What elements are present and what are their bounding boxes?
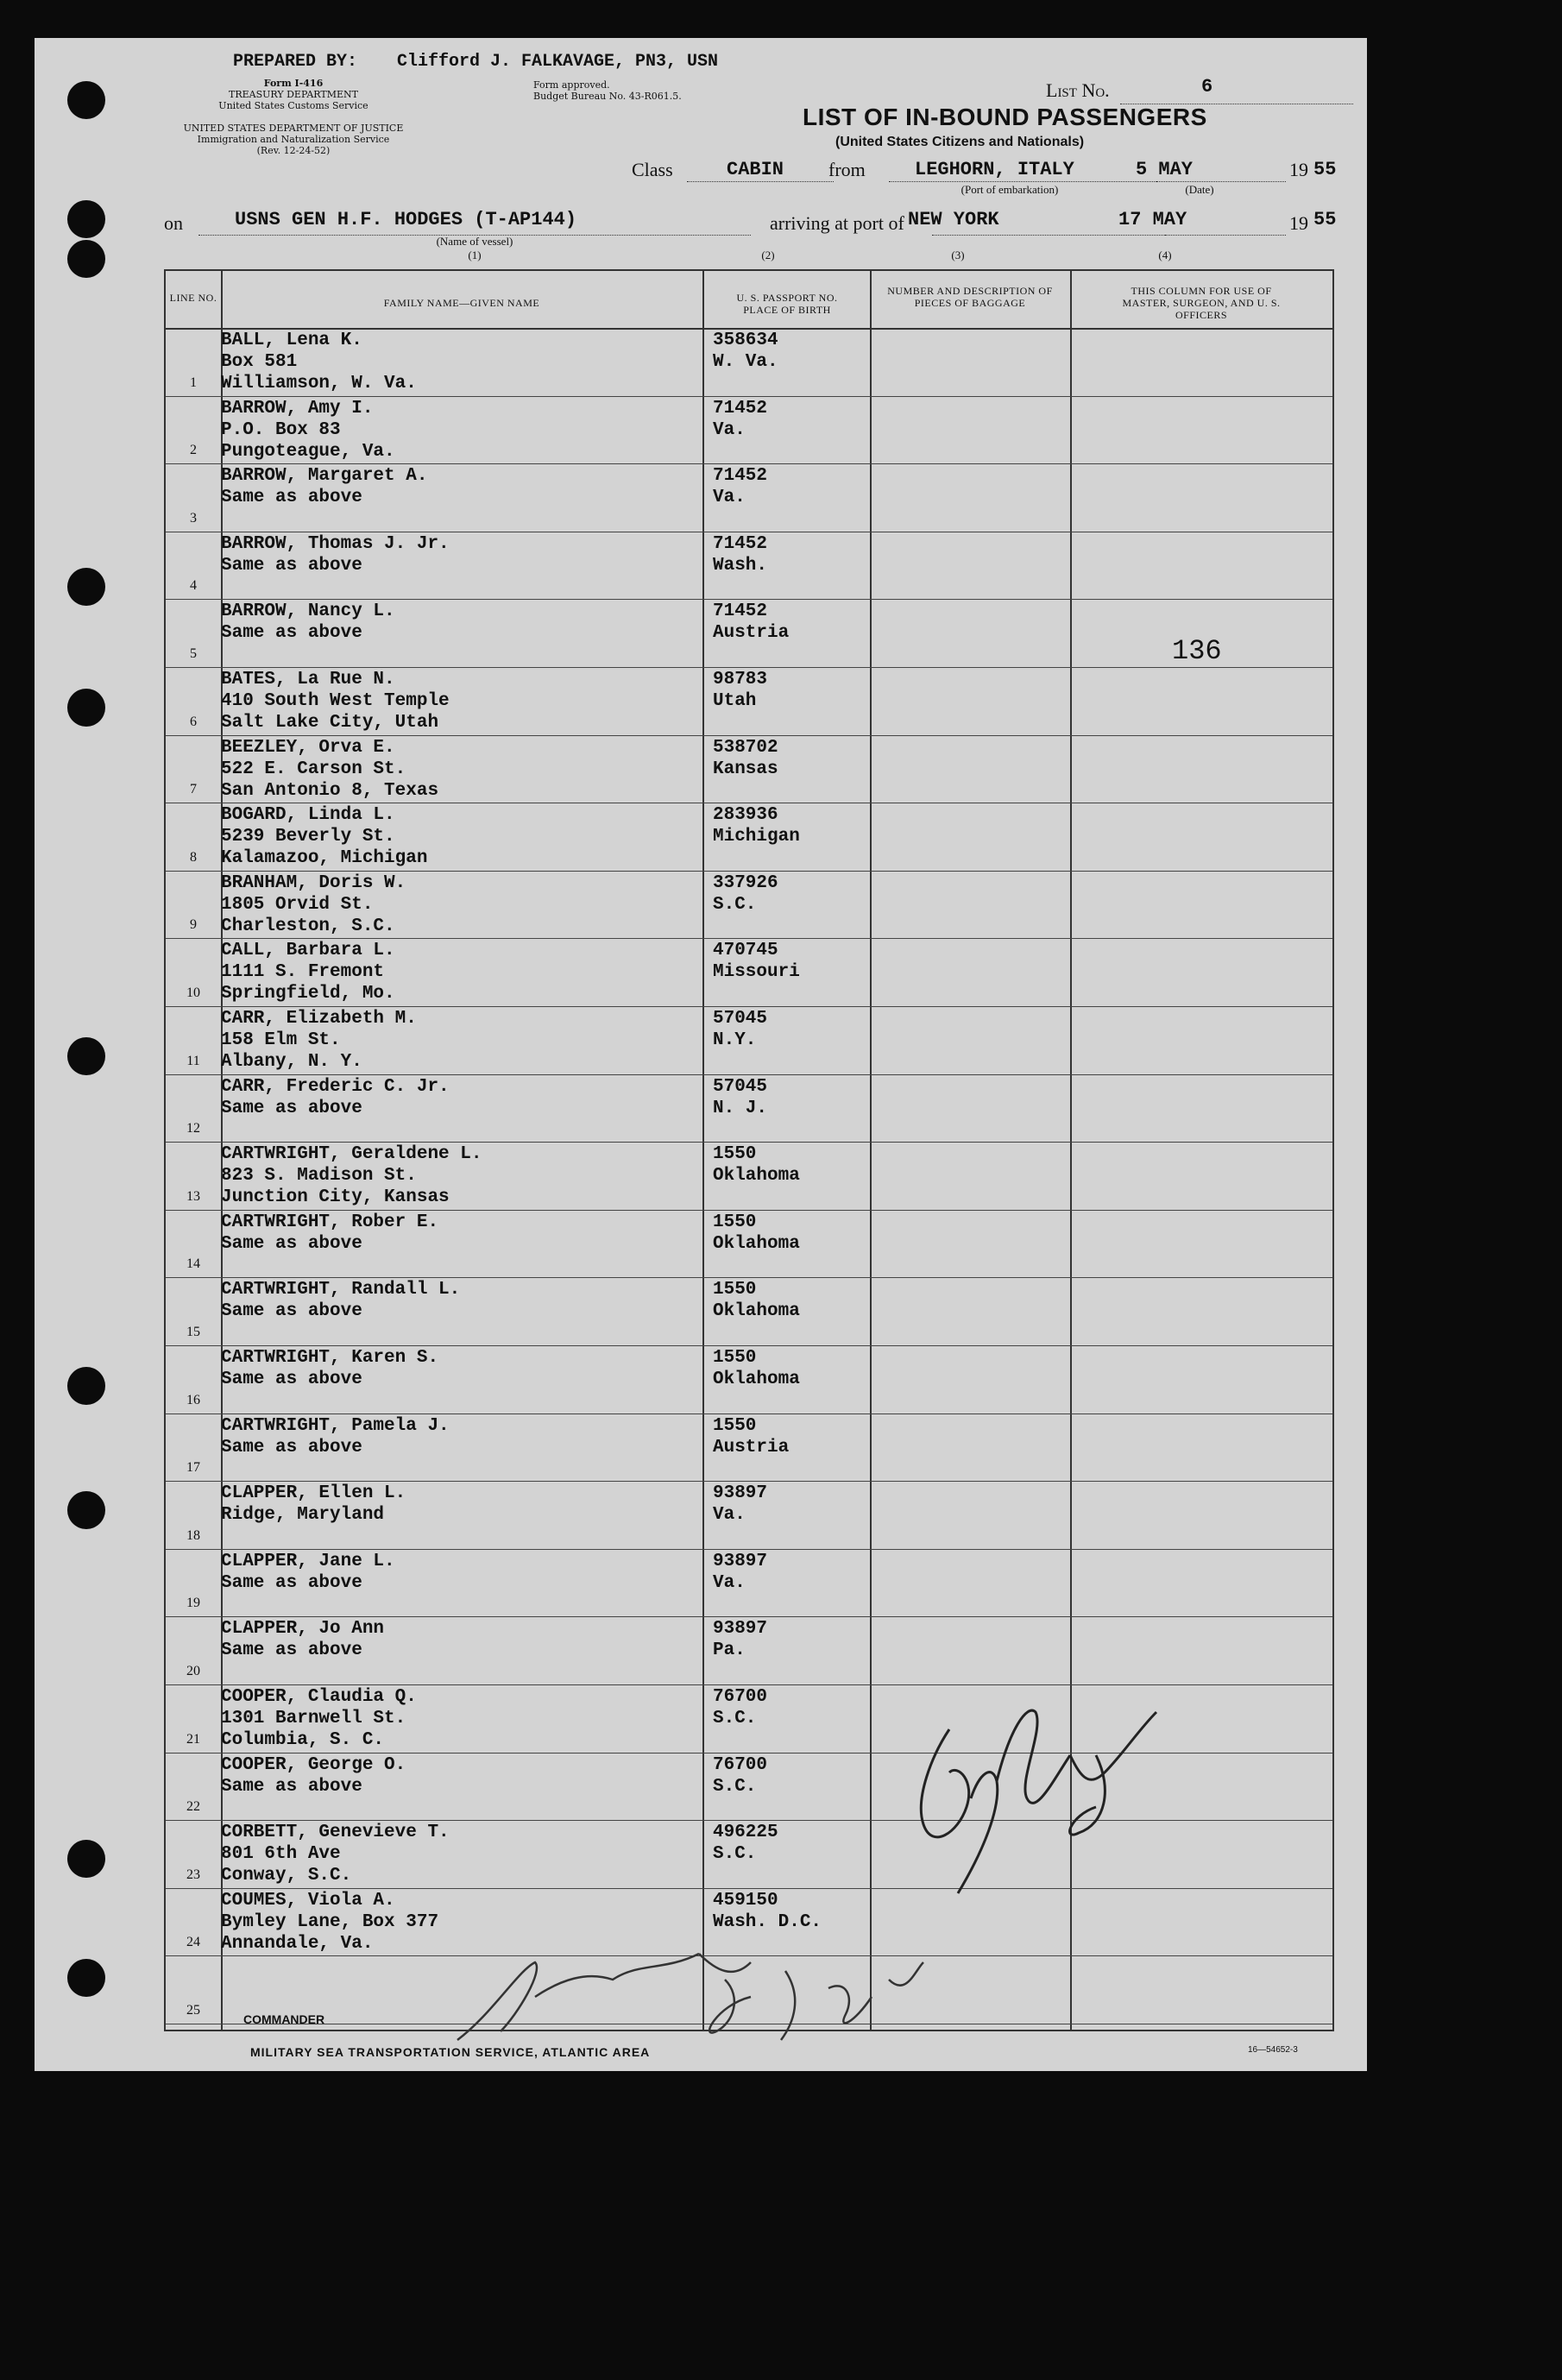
header-name: FAMILY NAME—GIVEN NAME: [383, 297, 540, 309]
passenger-name: BARROW, Nancy L.: [221, 601, 395, 622]
line-number: 11: [186, 1053, 200, 1068]
passport-number: 459150: [713, 1890, 778, 1911]
form-number: Form I-416: [263, 78, 324, 89]
passport-number: 496225: [713, 1823, 778, 1843]
passenger-address-1: 1111 S. Fremont: [221, 962, 385, 983]
passport-number: 337926: [713, 872, 778, 893]
line-number: 5: [190, 645, 197, 661]
col1-caption: (1): [468, 249, 482, 261]
passenger-name: BARROW, Margaret A.: [221, 466, 428, 487]
master-note: 136: [1172, 635, 1222, 667]
treasury-department: TREASURY DEPARTMENT: [229, 89, 358, 100]
budget-bureau: Budget Bureau No. 43-R061.5.: [533, 91, 682, 102]
passport-number: 358634: [713, 331, 778, 350]
table-row: [166, 1549, 1332, 1618]
col3-caption: (3): [951, 249, 965, 261]
passenger-name: CARR, Elizabeth M.: [221, 1009, 417, 1029]
passenger-address-2: Salt Lake City, Utah: [221, 713, 439, 733]
passenger-address-1: 823 S. Madison St.: [221, 1166, 417, 1187]
justice-department: UNITED STATES DEPARTMENT OF JUSTICE: [183, 123, 404, 134]
place-of-birth: Wash.: [713, 555, 768, 576]
passport-number: 1550: [713, 1280, 757, 1300]
from-value: LEGHORN, ITALY: [915, 159, 1074, 180]
line-number: 12: [186, 1121, 200, 1136]
immigration-service: Immigration and Naturalization Service: [197, 134, 390, 145]
table-row: [166, 871, 1332, 940]
port-value: NEW YORK: [908, 209, 999, 230]
passenger-address-2: Junction City, Kansas: [221, 1187, 450, 1208]
passenger-address-1: Same as above: [221, 1437, 362, 1458]
passenger-name: CLAPPER, Jo Ann: [221, 1619, 385, 1640]
line-number: 21: [186, 1731, 200, 1747]
passenger-address-2: Kalamazoo, Michigan: [221, 848, 428, 869]
binder-hole: [67, 1367, 105, 1405]
passport-number: 57045: [713, 1009, 768, 1029]
class-value: CABIN: [727, 159, 784, 180]
passport-number: 98783: [713, 670, 768, 689]
customs-service: United States Customs Service: [218, 100, 368, 111]
binder-hole: [67, 1959, 105, 1997]
passport-number: 1550: [713, 1415, 757, 1436]
table-row: [166, 1345, 1332, 1414]
header-master: THIS COLUMN FOR USE OF MASTER, SURGEON, AND U. S. OFFICERS: [1122, 285, 1281, 321]
col4-caption: (4): [1158, 249, 1172, 261]
passenger-address-1: 1301 Barnwell St.: [221, 1709, 406, 1728]
passenger-address-1: Same as above: [221, 1640, 362, 1661]
passenger-address-1: 1805 Orvid St.: [221, 894, 374, 915]
place-of-birth: Va.: [713, 419, 746, 440]
passenger-address-1: Same as above: [221, 1098, 362, 1118]
place-of-birth: Kansas: [713, 759, 778, 779]
passenger-name: CARTWRIGHT, Randall L.: [221, 1280, 461, 1300]
binder-hole: [67, 240, 105, 278]
table-row: [166, 328, 1332, 397]
line-number: 20: [186, 1663, 200, 1678]
passenger-name: BRANHAM, Doris W.: [221, 872, 406, 893]
passenger-name: CARTWRIGHT, Karen S.: [221, 1348, 439, 1368]
passenger-address-2: Charleston, S.C.: [221, 916, 395, 936]
document-title: LIST OF IN-BOUND PASSENGERS: [803, 104, 1207, 130]
line-number: 1: [190, 375, 197, 390]
passenger-address-1: 410 South West Temple: [221, 691, 450, 711]
passenger-address-1: Bymley Lane, Box 377: [221, 1911, 439, 1932]
table-row: [166, 1006, 1332, 1075]
line-number: 2: [190, 443, 197, 458]
prepared-by-label: PREPARED BY:: [233, 52, 358, 72]
line-number: 15: [186, 1324, 200, 1339]
year1-value: 55: [1313, 159, 1337, 180]
form-code: 16—54652-3: [1248, 2045, 1298, 2055]
passport-number: 71452: [713, 466, 768, 487]
passenger-address-1: Same as above: [221, 1233, 362, 1254]
table-row: [166, 1481, 1332, 1550]
line-number: 4: [190, 578, 197, 594]
passenger-address-1: Same as above: [221, 1572, 362, 1593]
place-of-birth: Utah: [713, 691, 757, 711]
passenger-address-1: Ridge, Maryland: [221, 1505, 385, 1526]
passenger-name: BEEZLEY, Orva E.: [221, 737, 395, 758]
place-of-birth: Va.: [713, 1505, 746, 1526]
handwritten-signature: [898, 1678, 1191, 1936]
passport-number: 57045: [713, 1076, 768, 1097]
line-number: 18: [186, 1527, 200, 1543]
place-of-birth: S.C.: [713, 1709, 757, 1728]
passenger-address-1: P.O. Box 83: [221, 419, 341, 440]
passenger-name: CALL, Barbara L.: [221, 941, 395, 961]
line-number: 24: [186, 1935, 200, 1950]
passenger-name: BARROW, Amy I.: [221, 398, 374, 419]
passenger-name: BATES, La Rue N.: [221, 670, 395, 689]
table-row: [166, 1414, 1332, 1483]
table-row: [166, 667, 1332, 736]
list-no-label: List No.: [1046, 79, 1110, 101]
document-subtitle: (United States Citizens and Nationals): [835, 135, 1085, 149]
year2-prefix: 19: [1289, 212, 1308, 234]
binder-hole: [67, 689, 105, 727]
line-number: 13: [186, 1188, 200, 1204]
passenger-name: BARROW, Thomas J. Jr.: [221, 533, 450, 554]
line-number: 16: [186, 1392, 200, 1407]
passenger-address-1: Same as above: [221, 1776, 362, 1797]
passport-number: 470745: [713, 941, 778, 961]
place-of-birth: Oklahoma: [713, 1233, 800, 1254]
table-row: [166, 938, 1332, 1007]
table-row: [166, 1210, 1332, 1279]
binder-hole: [67, 568, 105, 606]
vessel-caption: (Name of vessel): [436, 235, 513, 248]
vessel-value: USNS GEN H.F. HODGES (T-AP144): [235, 209, 577, 230]
passenger-address-2: Columbia, S. C.: [221, 1730, 385, 1750]
passport-number: 71452: [713, 533, 768, 554]
date1-value: 5 MAY: [1136, 159, 1194, 180]
class-label: Class: [632, 159, 673, 180]
list-no-value: 6: [1201, 76, 1213, 98]
footer-service: MILITARY SEA TRANSPORTATION SERVICE, ATLANTIC AREA: [250, 2045, 651, 2059]
binder-hole: [67, 1491, 105, 1529]
passport-number: 1550: [713, 1212, 757, 1232]
passenger-address-1: Same as above: [221, 488, 362, 508]
place-of-birth: Oklahoma: [713, 1369, 800, 1389]
passenger-address-1: 522 E. Carson St.: [221, 759, 406, 779]
passenger-name: COOPER, George O.: [221, 1754, 406, 1775]
passenger-address-2: Williamson, W. Va.: [221, 374, 417, 394]
header-baggage: NUMBER AND DESCRIPTION OF PIECES OF BAGGAGE: [887, 285, 1053, 309]
passport-number: 76700: [713, 1754, 768, 1775]
passenger-name: CARTWRIGHT, Rober E.: [221, 1212, 439, 1232]
commander-label: COMMANDER: [243, 2012, 325, 2026]
from-line: [889, 181, 1156, 182]
place-of-birth: Austria: [713, 623, 790, 644]
passenger-name: CORBETT, Genevieve T.: [221, 1823, 450, 1843]
place-of-birth: Michigan: [713, 827, 800, 847]
passenger-name: CARR, Frederic C. Jr.: [221, 1076, 450, 1097]
table-row: [166, 1616, 1332, 1685]
year1-prefix: 19: [1289, 159, 1308, 180]
prepared-by-name: Clifford J. FALKAVAGE, PN3, USN: [397, 52, 719, 72]
place-of-birth: W. Va.: [713, 352, 778, 372]
date2-line: [1165, 235, 1286, 236]
line-number: 22: [186, 1799, 200, 1815]
place-of-birth: Oklahoma: [713, 1166, 800, 1187]
place-of-birth: Wash. D.C.: [713, 1911, 822, 1932]
header-line-no: LINE NO.: [169, 292, 217, 304]
passenger-name: CLAPPER, Ellen L.: [221, 1483, 406, 1504]
table-row: [166, 1074, 1332, 1143]
binder-hole: [67, 1840, 105, 1878]
place-of-birth: S.C.: [713, 1844, 757, 1865]
header-passport: U. S. PASSPORT NO. PLACE OF BIRTH: [736, 292, 838, 316]
passport-number: 93897: [713, 1551, 768, 1571]
place-of-birth: S.C.: [713, 1776, 757, 1797]
passport-number: 538702: [713, 737, 778, 758]
passenger-address-1: Same as above: [221, 555, 362, 576]
table-row: [166, 803, 1332, 872]
passenger-name: BALL, Lena K.: [221, 331, 362, 350]
passenger-address-1: 801 6th Ave: [221, 1844, 341, 1865]
table-row: [166, 735, 1332, 804]
place-of-birth: Austria: [713, 1437, 790, 1458]
table-row: [166, 396, 1332, 465]
line-number: 25: [186, 2002, 200, 2018]
line-number: 10: [186, 985, 200, 1000]
form-approved: Form approved.: [533, 79, 610, 91]
line-number: 9: [190, 917, 197, 933]
col2-caption: (2): [761, 249, 775, 261]
passenger-address-2: Conway, S.C.: [221, 1866, 352, 1886]
passenger-address-1: Same as above: [221, 1369, 362, 1389]
place-of-birth: N. J.: [713, 1098, 768, 1118]
class-line: [687, 181, 834, 182]
binder-hole: [67, 81, 105, 119]
line-number: 19: [186, 1596, 200, 1611]
passport-number: 93897: [713, 1619, 768, 1640]
passenger-address-2: Springfield, Mo.: [221, 984, 395, 1004]
passport-number: 1550: [713, 1144, 757, 1165]
passenger-name: CLAPPER, Jane L.: [221, 1551, 395, 1571]
port-line: [932, 235, 1165, 236]
arriving-label: arriving at port of: [770, 212, 904, 234]
passenger-name: COUMES, Viola A.: [221, 1890, 395, 1911]
passenger-address-1: Same as above: [221, 623, 362, 644]
place-of-birth: Va.: [713, 488, 746, 508]
table-row: [166, 1277, 1332, 1346]
passenger-name: COOPER, Claudia Q.: [221, 1687, 417, 1707]
passport-number: 1550: [713, 1348, 757, 1368]
place-of-birth: Oklahoma: [713, 1301, 800, 1322]
passenger-address-2: Albany, N. Y.: [221, 1052, 362, 1072]
passenger-address-1: Box 581: [221, 352, 298, 372]
date1-caption: (Date): [1185, 183, 1214, 196]
from-caption: (Port of embarkation): [961, 183, 1059, 196]
passport-number: 76700: [713, 1687, 768, 1707]
binder-hole: [67, 1037, 105, 1075]
passport-number: 283936: [713, 805, 778, 826]
table-row: [166, 599, 1332, 668]
passenger-address-2: Annandale, Va.: [221, 1933, 374, 1954]
passport-number: 93897: [713, 1483, 768, 1504]
revision: (Rev. 12-24-52): [256, 145, 331, 156]
line-number: 7: [190, 782, 197, 797]
passenger-name: CARTWRIGHT, Pamela J.: [221, 1415, 450, 1436]
line-number: 17: [186, 1460, 200, 1476]
passenger-address-2: San Antonio 8, Texas: [221, 780, 439, 801]
place-of-birth: Pa.: [713, 1640, 746, 1661]
place-of-birth: Va.: [713, 1572, 746, 1593]
line-number: 8: [190, 849, 197, 865]
handwritten-initials: [440, 1945, 1010, 2057]
passenger-address-2: Pungoteague, Va.: [221, 441, 395, 462]
line-number: 23: [186, 1867, 200, 1882]
manifest-sheet: [35, 38, 1367, 2071]
table-row: [166, 532, 1332, 601]
from-label: from: [828, 159, 866, 180]
passport-number: 71452: [713, 398, 768, 419]
place-of-birth: N.Y.: [713, 1030, 757, 1050]
table-row: [166, 463, 1332, 532]
place-of-birth: Missouri: [713, 962, 800, 983]
date2-value: 17 MAY: [1118, 209, 1187, 230]
line-number: 14: [186, 1256, 200, 1272]
table-row: [166, 1142, 1332, 1211]
on-label: on: [164, 212, 183, 234]
year2-value: 55: [1313, 209, 1337, 230]
binder-hole: [67, 200, 105, 238]
passenger-name: BOGARD, Linda L.: [221, 805, 395, 826]
line-number: 6: [190, 714, 197, 729]
passenger-address-1: 158 Elm St.: [221, 1030, 341, 1050]
place-of-birth: S.C.: [713, 894, 757, 915]
line-number: 3: [190, 510, 197, 526]
passport-number: 71452: [713, 601, 768, 622]
passenger-address-1: Same as above: [221, 1301, 362, 1322]
passenger-name: CARTWRIGHT, Geraldene L.: [221, 1144, 482, 1165]
passenger-address-1: 5239 Beverly St.: [221, 827, 395, 847]
date1-line: [1156, 181, 1286, 182]
